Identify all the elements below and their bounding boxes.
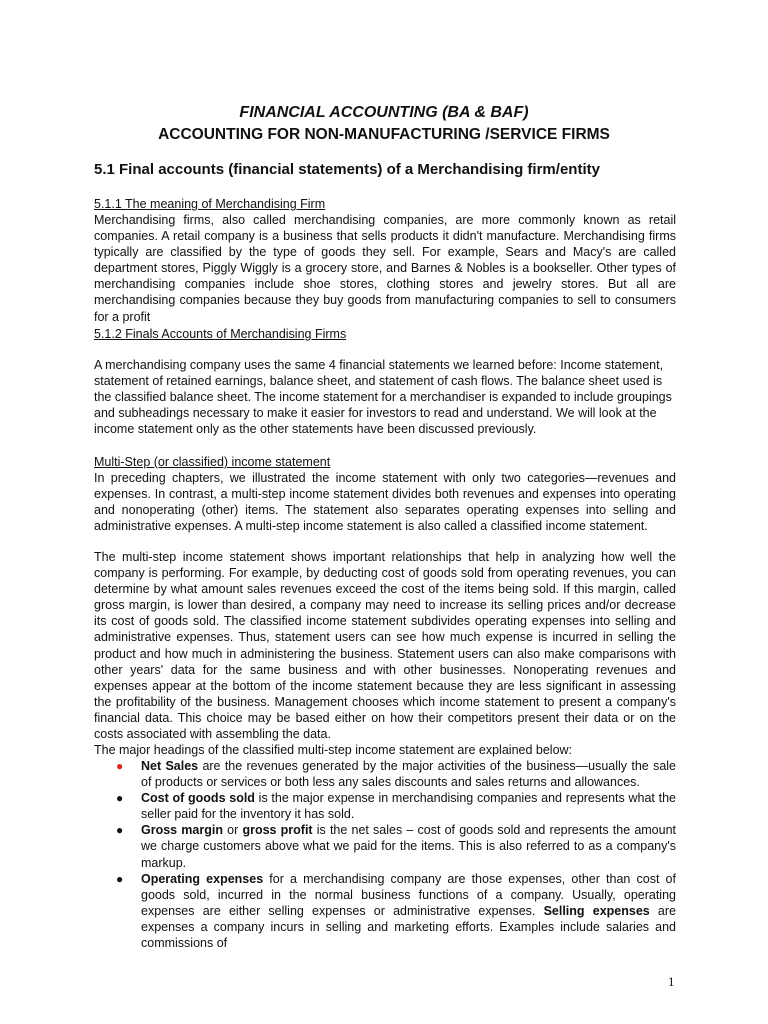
list-item (94, 790, 676, 822)
paragraph-multistep-relationships: The multi-step income statement shows important relationships that help in analyzing how well the company is performing. For example, by deducting cost of goods sold from operating revenues, you can determine by what amount sales revenues exceed the cost of the items being sold. If this margin, called gross margin, is lower than desired, a company may need to increase its selling prices and/or decrease its cost of goods sold. The classified income statement subdivides operating expenses into selling and administrative expenses. Thus, statement users can see how much expense is incurred in selling the product and how much in administering the business. Statement users can also make comparisons with other years' data for the same business and with other businesses. Nonoperating revenues and expenses appear at the bottom of the income statement because they are less significant in assessing the profitability of the business. Management chooses which income statement to present a company's financial data. This choice may be based either on how their competitors present their data or on the costs associated with assembling the data. (94, 550, 676, 742)
document-title: FINANCIAL ACCOUNTING (BA & BAF) (239, 104, 529, 121)
term-net-sales: Net Sales (141, 759, 199, 773)
subsection-heading-multistep: Multi-Step (or classified) income statement (94, 455, 331, 469)
definition-text: for a merchandising company are those expenses, other than cost of goods sold, incurred in the normal business functions of a company. Usually, operating expenses are either selling expenses or administrative expenses. (141, 871, 676, 918)
subsection-heading-meaning: 5.1.1 The meaning of Merchandising Firm (94, 197, 326, 211)
subsection-heading-final-accounts: 5.1.2 Finals Accounts of Merchandising Firms (94, 327, 347, 341)
list-item (94, 871, 676, 951)
term-gross-margin: Gross margin (141, 823, 223, 838)
section-heading: 5.1 Final accounts (financial statements) of a Merchandising firm/entity (94, 161, 600, 178)
term-operating-expenses: Operating expenses (141, 871, 264, 886)
term-selling-expenses: Selling expenses (543, 903, 650, 918)
definition-text-continued: are expenses a company incurs in selling and marketing efforts. Examples include salaries and commissions of (141, 903, 676, 951)
page-number: 1 (668, 974, 675, 989)
term-gross-profit: gross profit (242, 823, 313, 838)
headings-bullet-list (94, 758, 676, 951)
bullet-icon: ● (116, 823, 124, 838)
bullet-icon: ● (116, 791, 124, 806)
paragraph-final-accounts: A merchandising company uses the same 4 financial statements we learned before: Income statement, statement of retained earnings, balance sheet, and statement of cash flows. The balance sheet used is the classified balance sheet. The income statement for a merchandiser is expanded to include groupings and subheadings necessary to make it easier for investors to read and understand. We will look at the income statement only as the other statements have been discussed previously. (94, 358, 672, 437)
definition-text: is the major expense in merchandising companies and represents what the seller paid for the inventory it has sold. (141, 791, 676, 822)
definition-text: is the net sales – cost of goods sold and represents the amount we charge customers above what we paid for the items. This is also referred to as a company's markup. (141, 823, 677, 870)
paragraph-multistep-intro: In preceding chapters, we illustrated the income statement with only two categories—revenues and expenses. In contrast, a multi-step income statement divides both revenues and expenses into operating and nonoperating (other) items. The statement also separates operating expenses into selling and administrative expenses. A multi-step income statement is also called a classified income statement. (94, 471, 676, 534)
list-item (94, 822, 676, 870)
definition-text: are the revenues generated by the major activities of the business—usually the sale of products or services or both less any sales discounts and sales returns and allowances. (141, 759, 676, 790)
bullet-icon: ● (116, 871, 124, 886)
term-cost-of-goods-sold: Cost of goods sold (141, 791, 255, 806)
document-subtitle: ACCOUNTING FOR NON-MANUFACTURING /SERVICE FIRMS (158, 126, 610, 143)
paragraph-meaning: Merchandising firms, also called merchandising companies, are more commonly known as retail companies. A retail company is a business that sells products it didn't manufacture. Merchandising firms typically are classified by the type of goods they sell. For example, Sears and Macy's are called department stores, Piggly Wiggly is a grocery store, and Barnes & Nobles is a bookseller. Other types of merchandising companies include shoe stores, clothing stores and jewelry stores. But all are merchandising companies because they buy goods from manufacturing companies to sell to consumers for a profit (94, 213, 676, 324)
bullet-icon: ● (116, 759, 124, 773)
paragraph-major-headings: The major headings of the classified multi-step income statement are explained below: (94, 743, 573, 757)
connector-text: or (222, 823, 243, 838)
list-item (94, 758, 676, 790)
